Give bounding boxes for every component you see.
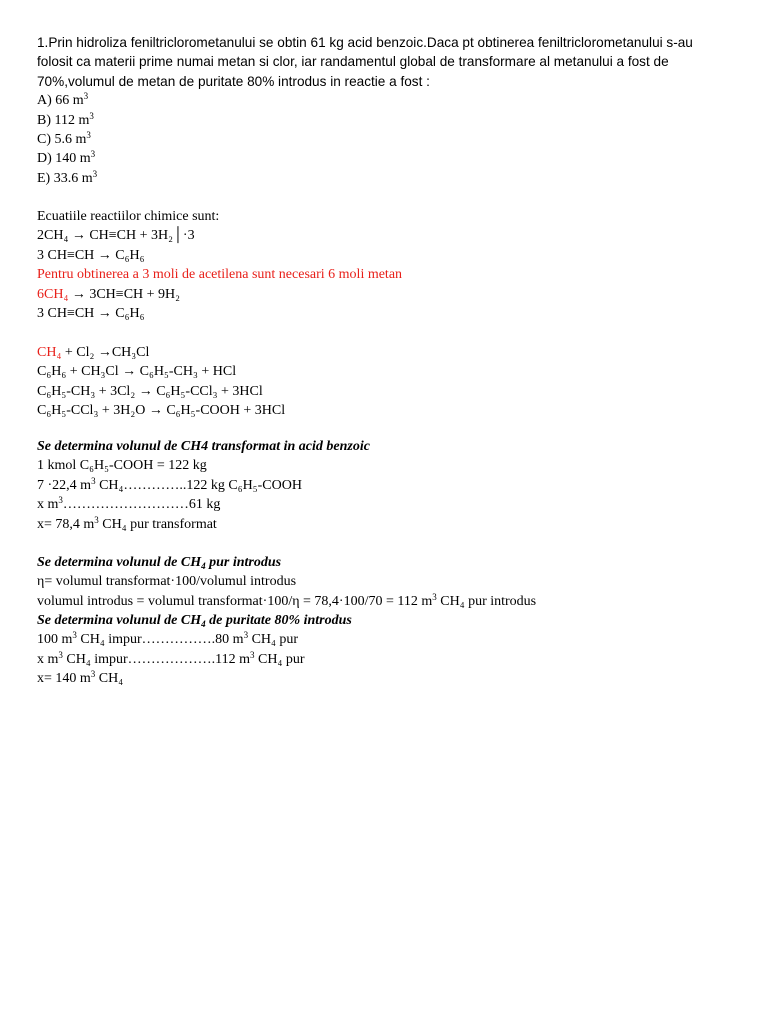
step1-line-4: x= 78,4 $m^3$ CH₄ pur transformat <box>37 514 217 532</box>
step2-title: Se determina volunul de $CH_4$ pur introdus <box>37 555 282 571</box>
step2-line-1: η= volumul transformat·100/volumul introdus <box>37 574 297 590</box>
step2-block <box>37 553 740 611</box>
option-a: A) 66 $m^3$ <box>37 91 89 109</box>
step1-title: Se determina volunul de CH4 transformat in acid benzoic <box>37 439 370 454</box>
step3-line-1: 100 $m^3$ CH₄ impur…………….80 $m^3$ CH₄ pur <box>37 630 299 648</box>
question-line-1: 1.Prin hidroliza feniltriclorometanului se obtin 61 kg acid benzoic.Daca pt obtinerea feniltriclorometanului s-au <box>37 35 693 50</box>
option-b: B) 112 $m^3$ <box>37 110 94 128</box>
reactions-heading: Ecuatiile reactiilor chimice sunt: <box>37 209 220 224</box>
note-red: Pentru obtinerea a 3 moli de acetilena sunt necesari 6 moli metan <box>37 267 403 283</box>
equation-2: 3 CH≡CH → C₆H₆ <box>37 247 145 263</box>
question-line-2: folosit ca materii prime numai metan si clor, iar randamentul global de transformare al metanului a fost de <box>37 54 669 70</box>
equation-5: CH₄ + Cl₂ →CH₃Cl <box>37 344 150 360</box>
equation-4: 3 CH≡CH → C₆H₆ <box>37 305 145 321</box>
step1-block <box>37 437 740 534</box>
option-c: C) 5.6 $m^3$ <box>37 129 91 147</box>
step3-title: Se determina volunul de $CH_4$ de puritate 80% introdus <box>37 613 352 629</box>
question-line-3: 70%,volumul de metan de puritate 80% introdus in reactie a fost : <box>37 73 430 89</box>
step1-line-2: 7 ·22,4 $m^3$ CH₄…………..122 kg C₆H₅-COOH <box>37 475 302 493</box>
equation-6: C₆H₆ + CH₃Cl → C₆H₅-CH₃ + HCl <box>37 364 237 380</box>
question-block <box>37 33 740 188</box>
equation-1: 2CH₄ → CH≡CH + 3H₂│·3 <box>37 228 195 244</box>
step2-line-2: volumul introdus = volumul transformat·100/η = 78,4·100/70 = 112 $m^3$ CH₄ pur introdus <box>37 591 537 609</box>
option-e: E) 33.6 $m^3$ <box>37 168 98 186</box>
equation-3: 6CH₄ → 3CH≡CH + 9H₂ <box>37 286 181 302</box>
step1-line-3: x $m^3\dots\dots\dots\dots\dots\dots\dots\dots\dots 61$ kg <box>37 495 221 513</box>
step3-block <box>37 611 740 689</box>
equation-8: C₆H₅-CCl₃ + 3H₂O → C₆H₅-COOH + 3HCl <box>37 402 286 418</box>
option-d: D) 140 $m^3$ <box>37 149 96 167</box>
step1-line-1: 1 kmol C₆H₅-COOH = 122 kg <box>37 458 207 474</box>
reactions-block <box>37 207 740 420</box>
step3-line-3: x= 140 $m^3$ CH₄ <box>37 669 124 687</box>
step3-line-2: x $m^3$ CH₄ impur……………….112 $m^3$ CH₄ pur <box>37 649 305 667</box>
equation-7: C₆H₅-CH₃ + 3Cl₂ → C₆H₅-CCl₃ + 3HCl <box>37 383 263 399</box>
